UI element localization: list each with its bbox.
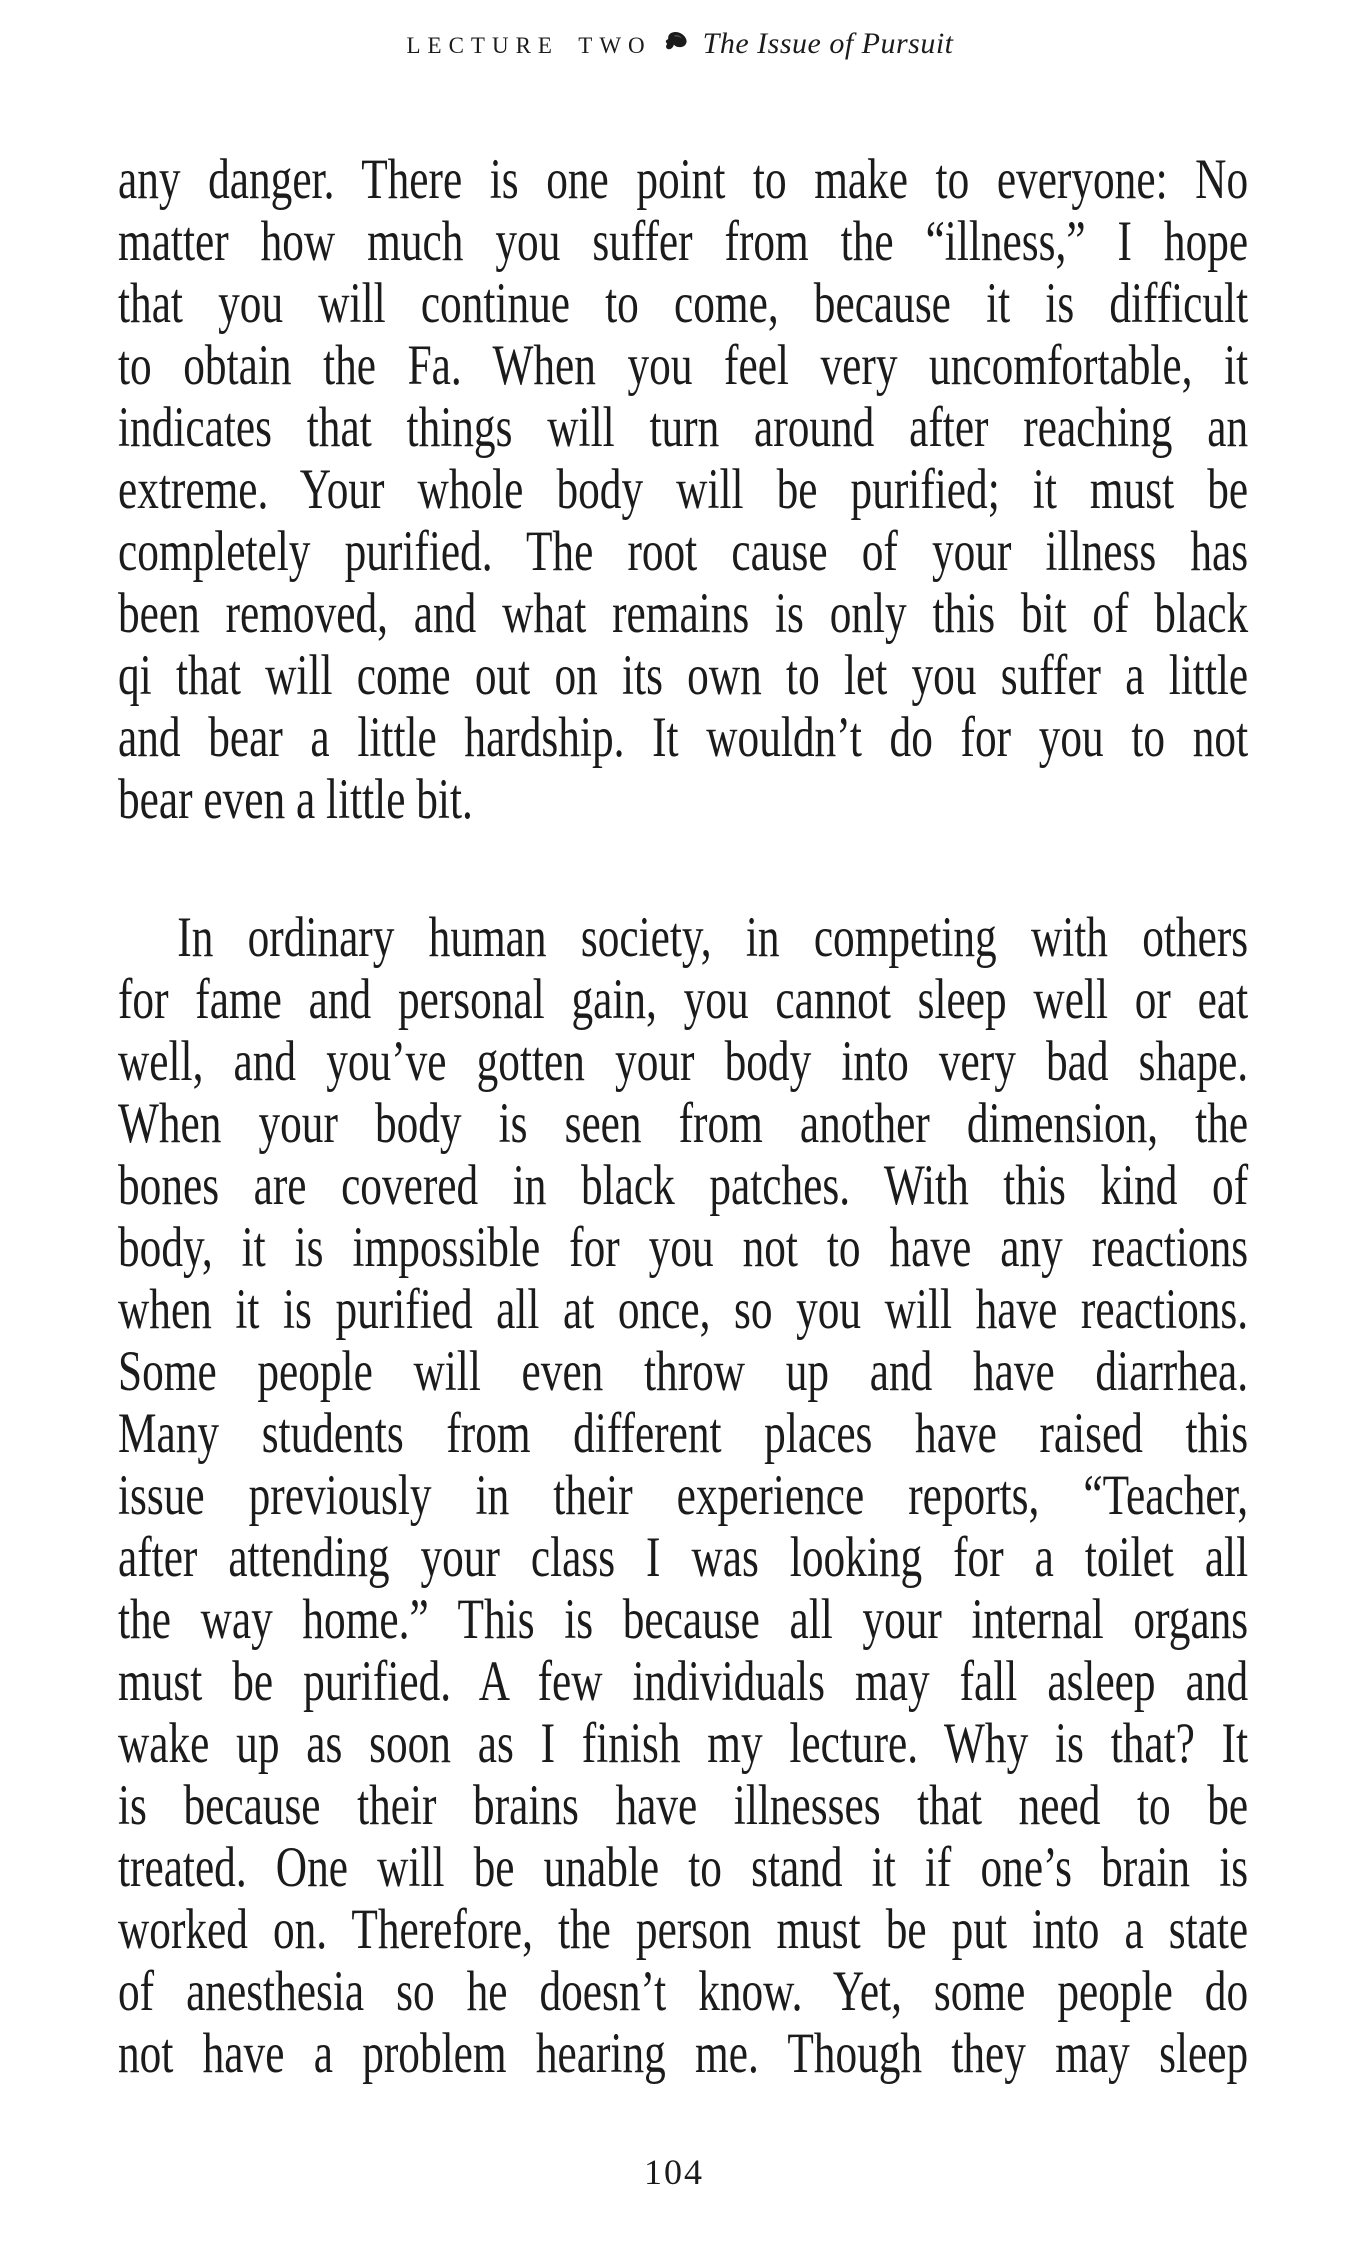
text-line: the way home.” This is because all your internal organs xyxy=(118,1588,1249,1651)
text-line: to obtain the Fa. When you feel very uncomfortable, it xyxy=(118,334,1249,397)
running-header xyxy=(0,27,1360,61)
text-line: In ordinary human society, in competing with others xyxy=(177,906,1249,969)
text-line: after attending your class I was looking for a toilet all xyxy=(118,1526,1249,1589)
text-line: worked on. Therefore, the person must be put into a state xyxy=(118,1898,1249,1961)
text-line: been removed, and what remains is only this bit of black xyxy=(118,582,1249,645)
text-line: qi that will come out on its own to let you suffer a little xyxy=(118,644,1249,707)
text-line: issue previously in their experience reports, “Teacher, xyxy=(118,1464,1249,1527)
text-line: not have a problem hearing me. Though they may sleep xyxy=(118,2022,1249,2085)
text-line: Some people will even throw up and have diarrhea. xyxy=(118,1340,1249,1403)
text-line: Many students from different places have raised this xyxy=(118,1402,1249,1465)
text-line: must be purified. A few individuals may fall asleep and xyxy=(118,1650,1249,1713)
text-line: treated. One will be unable to stand it if one’s brain is xyxy=(118,1836,1249,1899)
text-line: wake up as soon as I finish my lecture. Why is that? It xyxy=(118,1712,1249,1775)
body-text xyxy=(118,149,1248,2085)
text-line: well, and you’ve gotten your body into very bad shape. xyxy=(118,1030,1249,1093)
chapter-title: The Issue of Pursuit xyxy=(702,27,954,60)
lecture-label: LECTURE TWO xyxy=(406,33,652,58)
paragraph xyxy=(118,907,1248,2085)
text-line: and bear a little hardship. It wouldn’t do for you to not xyxy=(118,706,1249,769)
text-line: is because their brains have illnesses that need to be xyxy=(118,1774,1249,1837)
text-line: bear even a little bit. xyxy=(118,768,473,831)
text-line: when it is purified all at once, so you will have reactions. xyxy=(118,1278,1249,1341)
text-line: for fame and personal gain, you cannot sleep well or eat xyxy=(118,968,1249,1031)
text-line: When your body is seen from another dimension, the xyxy=(118,1092,1249,1155)
text-line: that you will continue to come, because it is difficult xyxy=(118,272,1249,335)
page-number: 104 xyxy=(644,2152,704,2192)
text-line: completely purified. The root cause of your illness has xyxy=(118,520,1249,583)
text-line: body, it is impossible for you not to have any reactions xyxy=(118,1216,1249,1279)
text-line: extreme. Your whole body will be purified; it must be xyxy=(118,458,1249,521)
hedera-leaf-icon xyxy=(664,30,689,53)
text-line: any danger. There is one point to make to everyone: No xyxy=(118,148,1249,211)
text-line: of anesthesia so he doesn’t know. Yet, some people do xyxy=(118,1960,1249,2023)
text-line: indicates that things will turn around after reaching an xyxy=(118,396,1249,459)
text-line: bones are covered in black patches. With this kind of xyxy=(118,1154,1249,1217)
text-line: matter how much you suffer from the “illness,” I hope xyxy=(118,210,1249,273)
paragraph xyxy=(118,149,1248,831)
